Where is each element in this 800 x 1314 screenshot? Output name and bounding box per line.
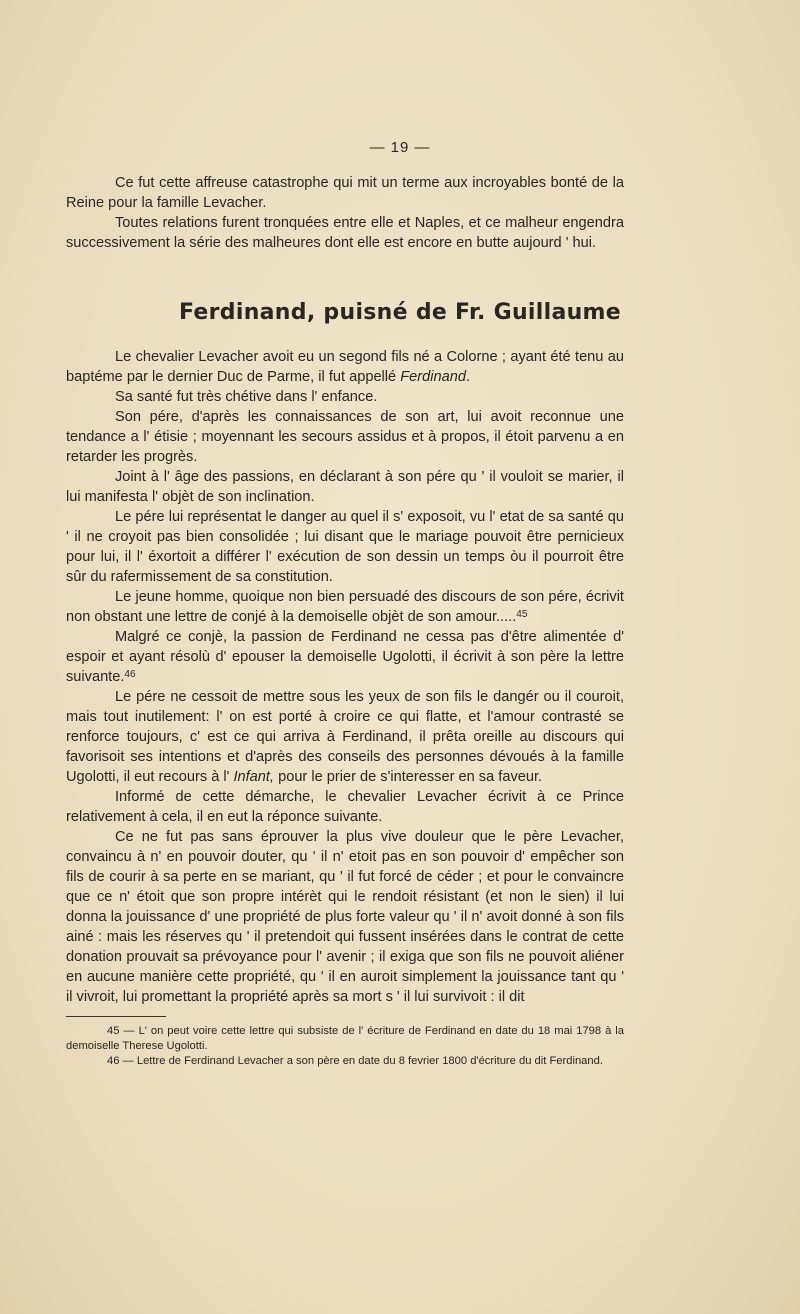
paragraph: Le pére lui représentat le danger au quel il s' exposoit, vu l' etat de sa santé qu ' il ne croyoit pas bien consolidée ; lui disant que le mariage pouvoit être pernicieux pour lui, il l' éxortoit a différer l' exécution de son dessin un temps òu il pourroit être sûr du rafermissement de sa constitution. (66, 509, 624, 585)
paragraph: Sa santé fut très chétive dans l' enfance. (115, 389, 378, 405)
paragraph: Joint à l' âge des passions, en déclarant à son pére qu ' il vouloit se marier, il lui manifesta l' objèt de son inclination. (66, 469, 624, 505)
footnote: 46 — Lettre de Ferdinand Levacher a son père en date du 8 fevrier 1800 d'écriture du dit Ferdinand. (107, 1055, 603, 1067)
footnote-divider (66, 1016, 166, 1017)
section-heading: Ferdinand, puisné de Fr. Guillaume (179, 300, 621, 325)
footnote-reference: 46 (124, 669, 136, 680)
body-text (66, 347, 624, 1007)
paragraph: Le pére ne cessoit de mettre sous les yeux de son fils le dangér ou il couroit, mais tout inutilement: l' on est porté à croire ce qui flatte, et l'amour contrasté se renforce toujours, c' est ce qui arriva à Ferdinand, il prêta oreille au discours qui favorisoit ses intentions et d'après des conseils des personnes dévoués à la famille Ugolotti, il eut recours à l' Infant, pour le prier de s'interesser en sa faveur. (66, 689, 624, 785)
footnote: 45 — L' on peut voire cette lettre qui subsiste de l' écriture de Ferdinand en date du 18 mai 1798 à la demoiselle Therese Ugolotti. (66, 1025, 624, 1052)
paragraph: Informé de cette démarche, le chevalier Levacher écrivit à ce Prince relativement à cela, il en eut la réponce suivante. (66, 789, 624, 825)
footnotes (66, 1024, 624, 1069)
footnote-reference: 45 (516, 609, 528, 620)
paragraph: Son pére, d'après les connaissances de son art, lui avoit reconnue une tendance a l' étisie ; moyennant les secours assidus et à propos, il étoit parvenu a en retarder les progrès. (66, 409, 624, 465)
intro-text (66, 173, 624, 253)
paragraph: Toutes relations furent tronquées entre elle et Naples, et ce malheur engendra successivement la série des malheures dont elle est encore en butte aujourd ' hui. (66, 215, 624, 251)
page-number: — 19 — (369, 139, 431, 156)
paragraph: Ce fut cette affreuse catastrophe qui mit un terme aux incroyables bonté de la Reine pour la famille Levacher. (66, 175, 624, 211)
paragraph: Le chevalier Levacher avoit eu un segond fils né a Colorne ; ayant été tenu au baptéme par le dernier Duc de Parme, il fut appellé Ferdinand. (66, 349, 624, 385)
paragraph: Le jeune homme, quoique non bien persuadé des discours de son pére, écrivit non obstant une lettre de conjé à la demoiselle objèt de son amour.....$^{45}$ (66, 589, 624, 625)
paragraph: Malgré ce conjè, la passion de Ferdinand ne cessa pas d'être alimentée d' espoir et ayant résolù d' epouser la demoiselle Ugolotti, il écrivit à son père la lettre suivante.$^{46}$ (66, 629, 624, 685)
paragraph: Ce ne fut pas sans éprouver la plus vive douleur que le père Levacher, convaincu à n' en pouvoir douter, qu ' il n' etoit pas en son pouvoir d' empêcher son fils de courir à sa perte en se mariant, qu ' il fut forcé de céder ; et pour le convaincre que ce n' étoit que son propre intérèt qui le rendoit résistant (et non le sien) il lui donna la jouissance d' une propriété de plus forte valeur qu ' il n' avoit donné à son fils ainé : mais les réserves qu ' il pretendoit qui fussent insérées dans le contrat de cette donation prouvait sa prévoyance pour l' avenir ; il exiga que son fils ne pouvoit aliéner en aucune manière cette propriété, qu ' il en auroit simplement la jouissance tant qu ' il vivroit, lui promettant la propriété après sa mort s ' il lui survivoit : il dit (66, 829, 624, 1005)
